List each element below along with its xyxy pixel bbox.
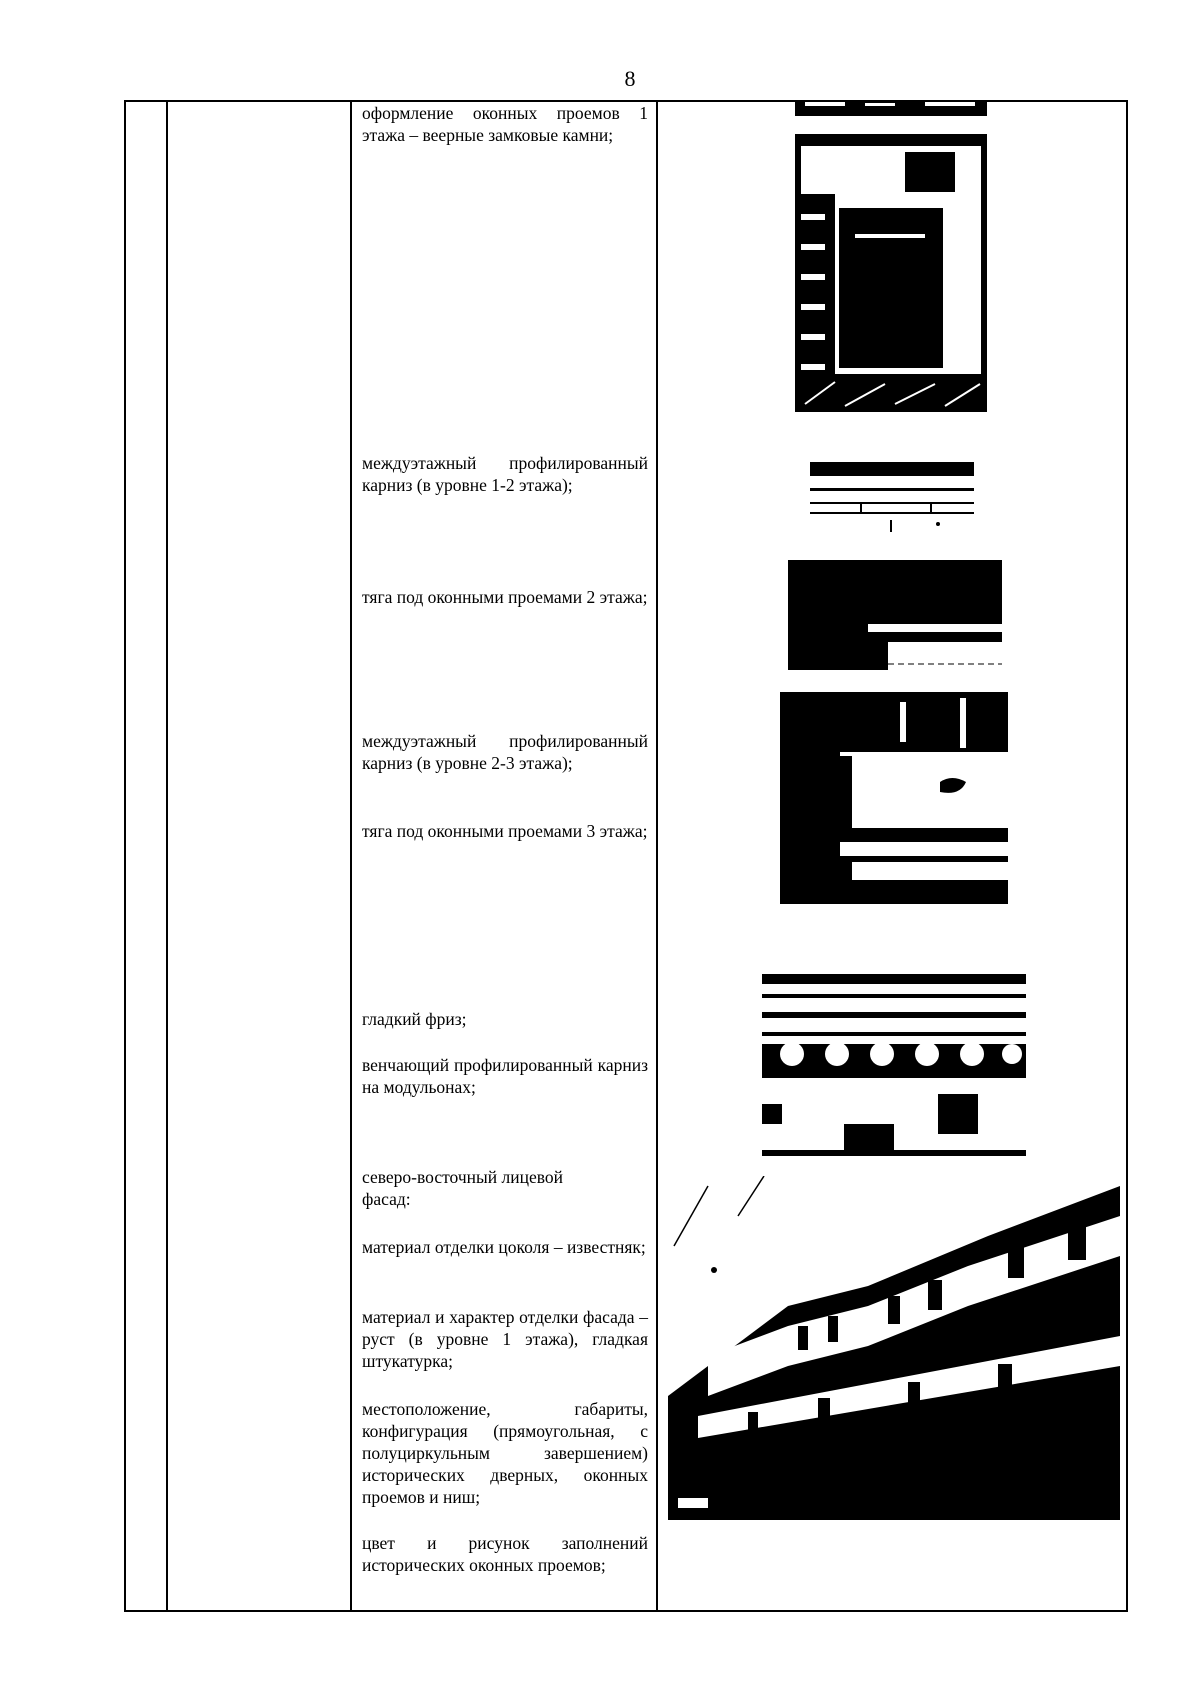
- photo-top-strip: [795, 100, 987, 116]
- item-plinth-material: материал отделки цоколя – известняк;: [362, 1237, 646, 1257]
- item-cornice-2-3: междуэтажный профилированный карниз (в уровне 2-3 этажа);: [362, 731, 648, 773]
- item-window-keystones: оформление оконных проемов 1 этажа – веерные замковые камни;: [362, 103, 648, 145]
- column-divider-2: [350, 100, 352, 1612]
- column-divider-1: [166, 100, 168, 1612]
- item-cornice-1-2: междуэтажный профилированный карниз (в уровне 1-2 этажа);: [362, 453, 648, 495]
- page-number: 8: [624, 66, 636, 91]
- item-crowning-cornice: венчающий профилированный карниз на модульонах;: [362, 1055, 648, 1097]
- item-facade-finish: материал и характер отделки фасада – руст (в уровне 1 этажа), гладкая штукатурка;: [362, 1307, 648, 1371]
- photo-cornice-2-3: [780, 692, 1008, 904]
- photo-string-course-2: [788, 560, 1002, 670]
- photo-northeast-facade: [668, 1176, 1120, 1520]
- item-openings-layout: местоположение, габариты, конфигурация (прямоугольная, с полуциркульным завершением) исторических дверных, оконных проемов и ниш;: [362, 1399, 648, 1507]
- item-string-course-2: тяга под оконными проемами 2 этажа;: [362, 587, 648, 607]
- item-string-course-3: тяга под оконными проемами 3 этажа;: [362, 821, 648, 841]
- item-smooth-frieze: гладкий фриз;: [362, 1009, 467, 1029]
- photo-frieze-modillions: [762, 974, 1026, 1156]
- column-divider-3: [656, 100, 658, 1612]
- item-window-fill: цвет и рисунок заполнений исторических оконных проемов;: [362, 1533, 648, 1575]
- photo-window-keystones: [795, 134, 987, 412]
- photo-cornice-1-2: [810, 458, 974, 534]
- item-northeast-facade: северо-восточный лицевой фасад:: [362, 1167, 563, 1209]
